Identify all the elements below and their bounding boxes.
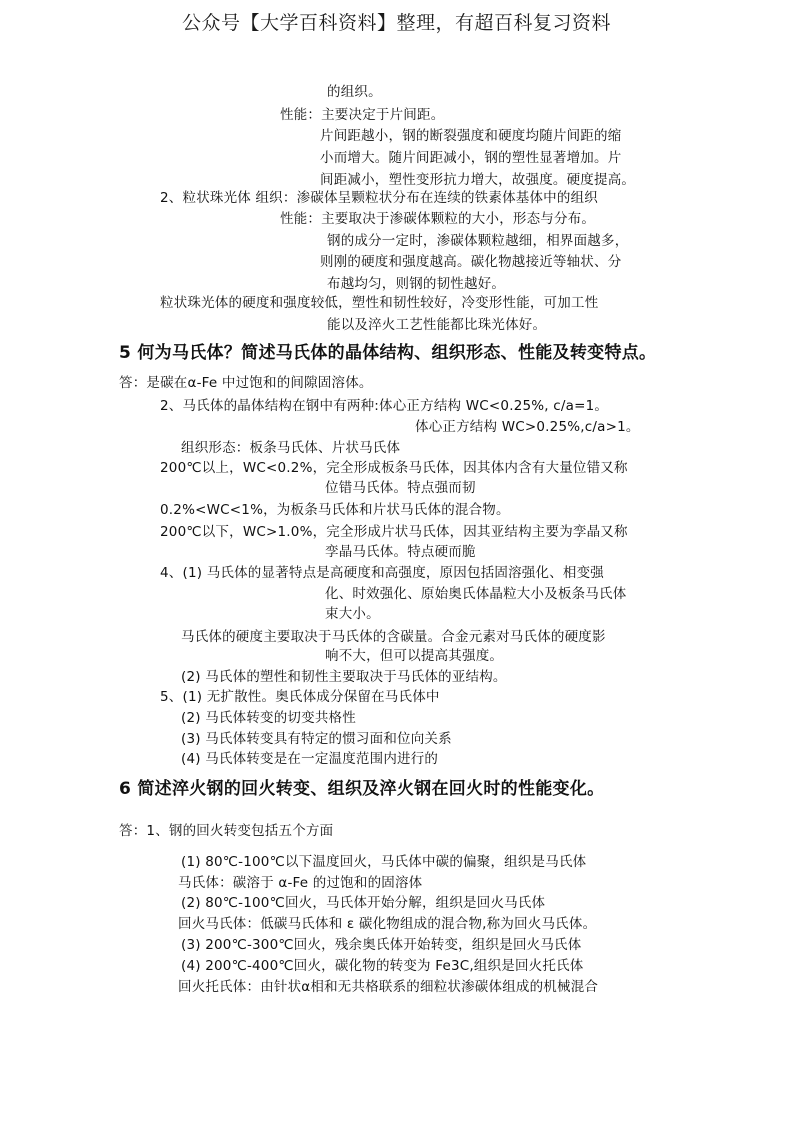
question-6-title: 6 简述淬火钢的回火转变、组织及淬火钢在回火时的性能变化。 bbox=[119, 779, 605, 799]
text-line: 2、马氏体的晶体结构在钢中有两种:体心正方结构 WC<0.25%, c/a=1。 bbox=[160, 398, 609, 414]
question-5-title: 5 何为马氏体？简述马氏体的晶体结构、组织形态、性能及转变特点。 bbox=[119, 343, 657, 363]
text-line: 0.2%<WC<1%，为板条马氏体和片状马氏体的混合物。 bbox=[160, 502, 510, 518]
text-line: 小而增大。随片间距减小，钢的塑性显著增加。片 bbox=[320, 150, 622, 166]
text-line: 5、(1) 无扩散性。奥氏体成分保留在马氏体中 bbox=[160, 689, 440, 705]
text-line: 回火托氏体：由针状α相和无共格联系的细粒状渗碳体组成的机械混合 bbox=[178, 979, 599, 995]
text-line: 体心正方结构 WC>0.25%,c/a>1。 bbox=[415, 419, 640, 435]
text-line: 粒状珠光体的硬度和强度较低，塑性和韧性较好，冷变形性能，可加工性 bbox=[160, 295, 599, 311]
text-line: 则刚的硬度和强度越高。碳化物越接近等轴状、分 bbox=[320, 254, 622, 270]
text-line: 性能：主要取决于渗碳体颗粒的大小，形态与分布。 bbox=[280, 211, 596, 227]
text-line: 马氏体的硬度主要取决于马氏体的含碳量。合金元素对马氏体的硬度影 bbox=[181, 629, 606, 645]
text-line: (1) 80℃-100℃以下温度回火，马氏体中碳的偏聚，组织是马氏体 bbox=[181, 854, 587, 870]
text-line: 片间距越小，钢的断裂强度和硬度均随片间距的缩 bbox=[320, 128, 622, 144]
page-header: 公众号【大学百科资料】整理，有超百科复习资料 bbox=[181, 12, 611, 34]
text-line: 组织形态：板条马氏体、片状马氏体 bbox=[181, 440, 401, 456]
text-line: 束大小。 bbox=[325, 606, 380, 622]
text-line: 的组织。 bbox=[327, 84, 382, 100]
text-line: (2) 马氏体的塑性和韧性主要取决于马氏体的亚结构。 bbox=[181, 669, 507, 685]
text-line: (2) 马氏体转变的切变共格性 bbox=[181, 710, 356, 726]
text-line: 间距减小，塑性变形抗力增大，故强度。硬度提高。 bbox=[320, 172, 636, 188]
text-line: 能以及淬火工艺性能都比珠光体好。 bbox=[327, 317, 547, 333]
text-line: 2、粒状珠光体 组织：渗碳体呈颗粒状分布在连续的铁素体基体中的组织 bbox=[160, 190, 598, 206]
text-line: 位错马氏体。特点强而韧 bbox=[325, 480, 476, 496]
text-line: (3) 200℃-300℃回火，残余奥氏体开始转变，组织是回火马氏体 bbox=[181, 937, 582, 953]
text-line: 化、时效强化、原始奥氏体晶粒大小及板条马氏体 bbox=[325, 586, 627, 602]
text-line: (4) 200℃-400℃回火，碳化物的转变为 Fe3C,组织是回火托氏体 bbox=[181, 958, 584, 974]
text-line: (3) 马氏体转变具有特定的惯习面和位向关系 bbox=[181, 731, 452, 747]
text-line: 200℃以下，WC>1.0%，完全形成片状马氏体，因其亚结构主要为孪晶又称 bbox=[160, 524, 628, 540]
text-line: 响不大，但可以提高其强度。 bbox=[325, 648, 504, 664]
text-line: 孪晶马氏体。特点硬而脆 bbox=[325, 544, 476, 560]
text-line: 答：1、钢的回火转变包括五个方面 bbox=[119, 823, 334, 839]
text-line: 布越均匀，则钢的韧性越好。 bbox=[327, 276, 506, 292]
text-line: 答：是碳在α-Fe 中过饱和的间隙固溶体。 bbox=[119, 375, 373, 391]
text-line: 回火马氏体：低碳马氏体和 ε 碳化物组成的混合物,称为回火马氏体。 bbox=[178, 916, 597, 932]
text-line: 钢的成分一定时，渗碳体颗粒越细，相界面越多， bbox=[327, 233, 629, 249]
text-line: 4、(1) 马氏体的显著特点是高硬度和高强度，原因包括固溶强化、相变强 bbox=[160, 565, 605, 581]
text-line: 性能：主要决定于片间距。 bbox=[280, 107, 445, 123]
text-line: 马氏体：碳溶于 α-Fe 的过饱和的固溶体 bbox=[178, 875, 423, 891]
text-line: (2) 80℃-100℃回火，马氏体开始分解，组织是回火马氏体 bbox=[181, 895, 546, 911]
text-line: (4) 马氏体转变是在一定温度范围内进行的 bbox=[181, 751, 439, 767]
text-line: 200℃以上，WC<0.2%，完全形成板条马氏体，因其体内含有大量位错又称 bbox=[160, 460, 628, 476]
